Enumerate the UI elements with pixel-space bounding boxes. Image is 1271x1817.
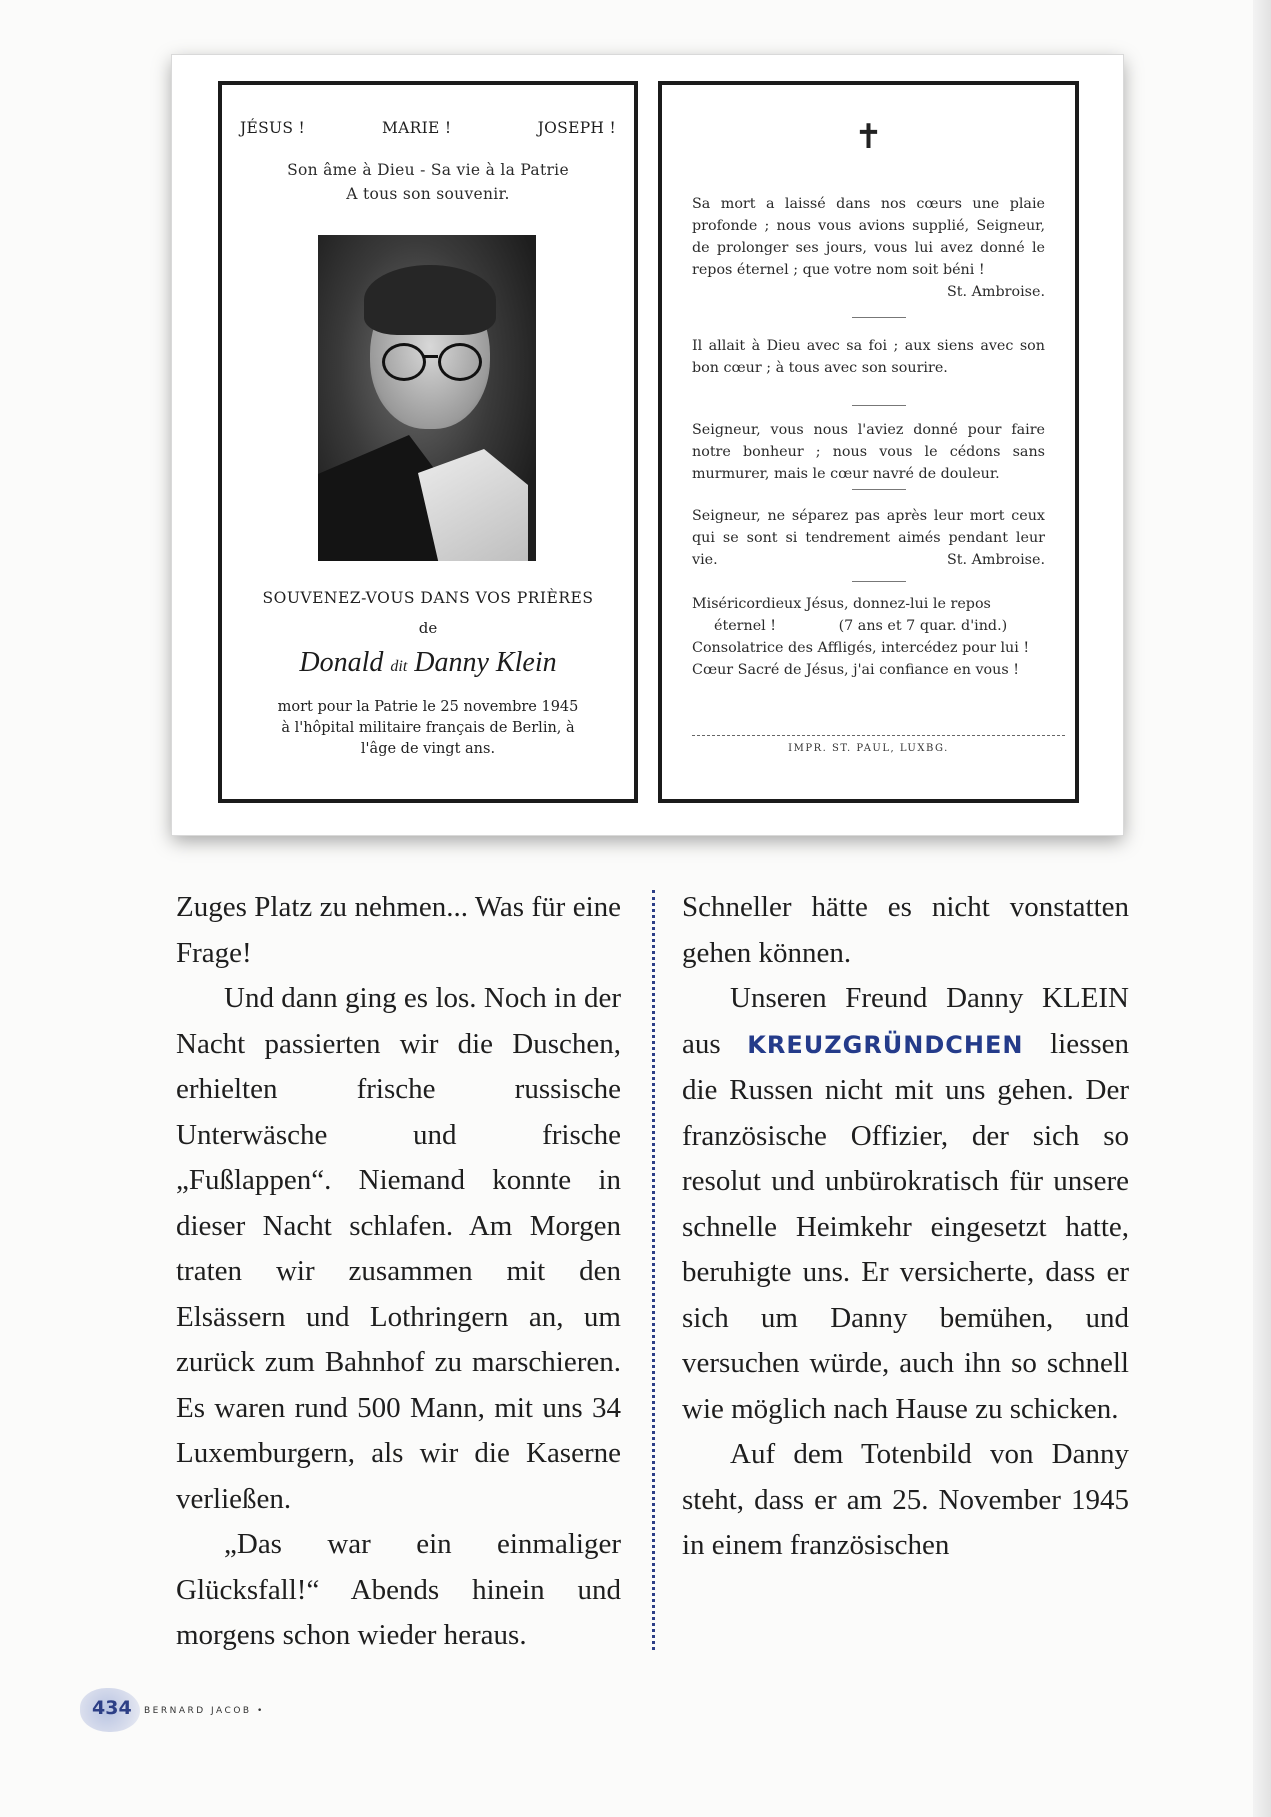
death-notice [252,697,604,760]
motto-line-2: A tous son souvenir. [346,185,510,203]
place-name-highlight: KREUZGRÜNDCHEN [747,1030,1024,1059]
death-line-1: mort pour la Patrie le 25 novembre 1945 [277,699,579,715]
card-paragraph-4-signature: St. Ambroise. [946,552,1045,568]
card-paragraph-5-eternal: éternel ! [714,618,777,634]
card-paragraph-5-line-4: Cœur Sacré de Jésus, j'ai confiance en vous ! [692,662,1019,678]
paragraph-text: Unseren Freund Danny KLEIN aus [682,982,1129,1060]
divider [852,581,906,582]
paragraph: Schneller hätte es nicht vonstatten gehen können. [682,891,1129,969]
cross-icon: ✝ [854,117,883,157]
name-jesus: JÉSUS ! [240,119,306,137]
page-edge [1253,0,1271,1817]
name-marie: MARIE ! [382,119,452,137]
deceased-name [222,647,634,679]
card-paragraph-5-line-1: Miséricordieux Jésus, donnez-lui le repos [692,596,991,612]
memorial-card-front [218,81,638,803]
divider [852,405,906,406]
card-paragraph-3: Seigneur, vous nous l'aviez donné pour faire notre bonheur ; nous vous le cédons sans murmurer, mais le cœur navré de douleur. [692,422,1045,482]
paragraph [682,976,1129,1432]
motto-line-1: Son âme à Dieu - Sa vie à la Patrie [287,161,569,179]
printer-imprint: IMPR. ST. PAUL, LUXBG. [788,743,949,754]
paragraph: „Das war ein einmaliger Glücksfall!“ Abends hinein und morgens schon wieder heraus. [176,1528,621,1651]
divider [852,489,906,490]
paragraph: Zuges Platz zu nehmen... Was für eine Frage! [176,891,621,969]
memorial-card-back [658,81,1079,803]
card-paragraph-5 [692,593,1045,681]
text-column-right [682,885,1129,1569]
de-label: de [418,619,438,637]
prayer-heading: SOUVENEZ-VOUS DANS VOS PRIÈRES [262,589,594,607]
card-paragraph-5-line-2 [692,615,1045,637]
card-paragraph-2: Il allait à Dieu avec sa foi ; aux siens avec son bon cœur ; à tous avec son sourire. [692,338,1045,376]
paragraph: Auf dem Totenbild von Danny steht, dass er am 25. November 1945 in einem französischen [682,1438,1129,1561]
name-joseph: JOSEPH ! [537,119,616,137]
card-paragraph-4 [692,505,1045,571]
death-line-3: l'âge de vingt ans. [360,741,496,757]
death-line-2: à l'hôpital militaire français de Berlin, à [281,720,575,736]
paragraph-text: liessen die Russen nicht mit uns gehen. Der französische Offizier, der sich so resolut und unbürokratisch für unsere schnelle Heimkehr eingesetzt hatte, beruhigte uns. Er versicherte, dass er sich um Danny bemühen, und versuchen würde, auch ihn so schnell wie möglich nach Hause zu schicken. [682,1027,1130,1425]
page-number: 434 [92,1697,132,1719]
deceased-first-name: Donald [299,647,384,678]
card-paragraph-5-indulgence: (7 ans et 7 quar. d'ind.) [838,618,1008,634]
deceased-nickname: Danny Klein [414,647,557,678]
text-column-left [176,885,621,1659]
deceased-dit: dit [390,658,408,675]
running-footer-author: BERNARD JACOB • [144,1706,265,1716]
paragraph: Und dann ging es los. Noch in der Nacht passierten wir die Duschen, erhielten frische russische Unterwäsche und frische „Fußlappen“. Niemand konnte in dieser Nacht schlafen. Am Morgen traten wir zusammen mit den Elsässern und Lothringern an, um zurück zum Bahnhof zu marschieren. Es waren rund 500 Mann, mit uns 34 Luxemburgern, als wir die Kaserne verließen. [176,982,621,1515]
card-paragraph-1-signature: St. Ambroise. [946,284,1045,300]
column-divider [652,890,655,1650]
holy-names [240,119,616,141]
memorial-card-image [172,55,1123,835]
card-paragraph-1 [692,193,1045,303]
divider [852,317,906,318]
portrait-photo [318,235,536,561]
card-paragraph-5-line-3: Consolatrice des Affligés, intercédez pour lui ! [692,640,1030,656]
card-paragraph-1-text: Sa mort a laissé dans nos cœurs une plaie profonde ; nous vous avions supplié, Seigneur, de prolonger ses jours, vous lui avez donné le repos éternel ; que votre nom soit béni ! [692,196,1045,278]
imprint-divider [692,735,1065,736]
card-paragraph-4-text: Seigneur, ne séparez pas après leur mort ceux qui se sont si tendrement aimés pendant leur vie. [692,508,1045,568]
